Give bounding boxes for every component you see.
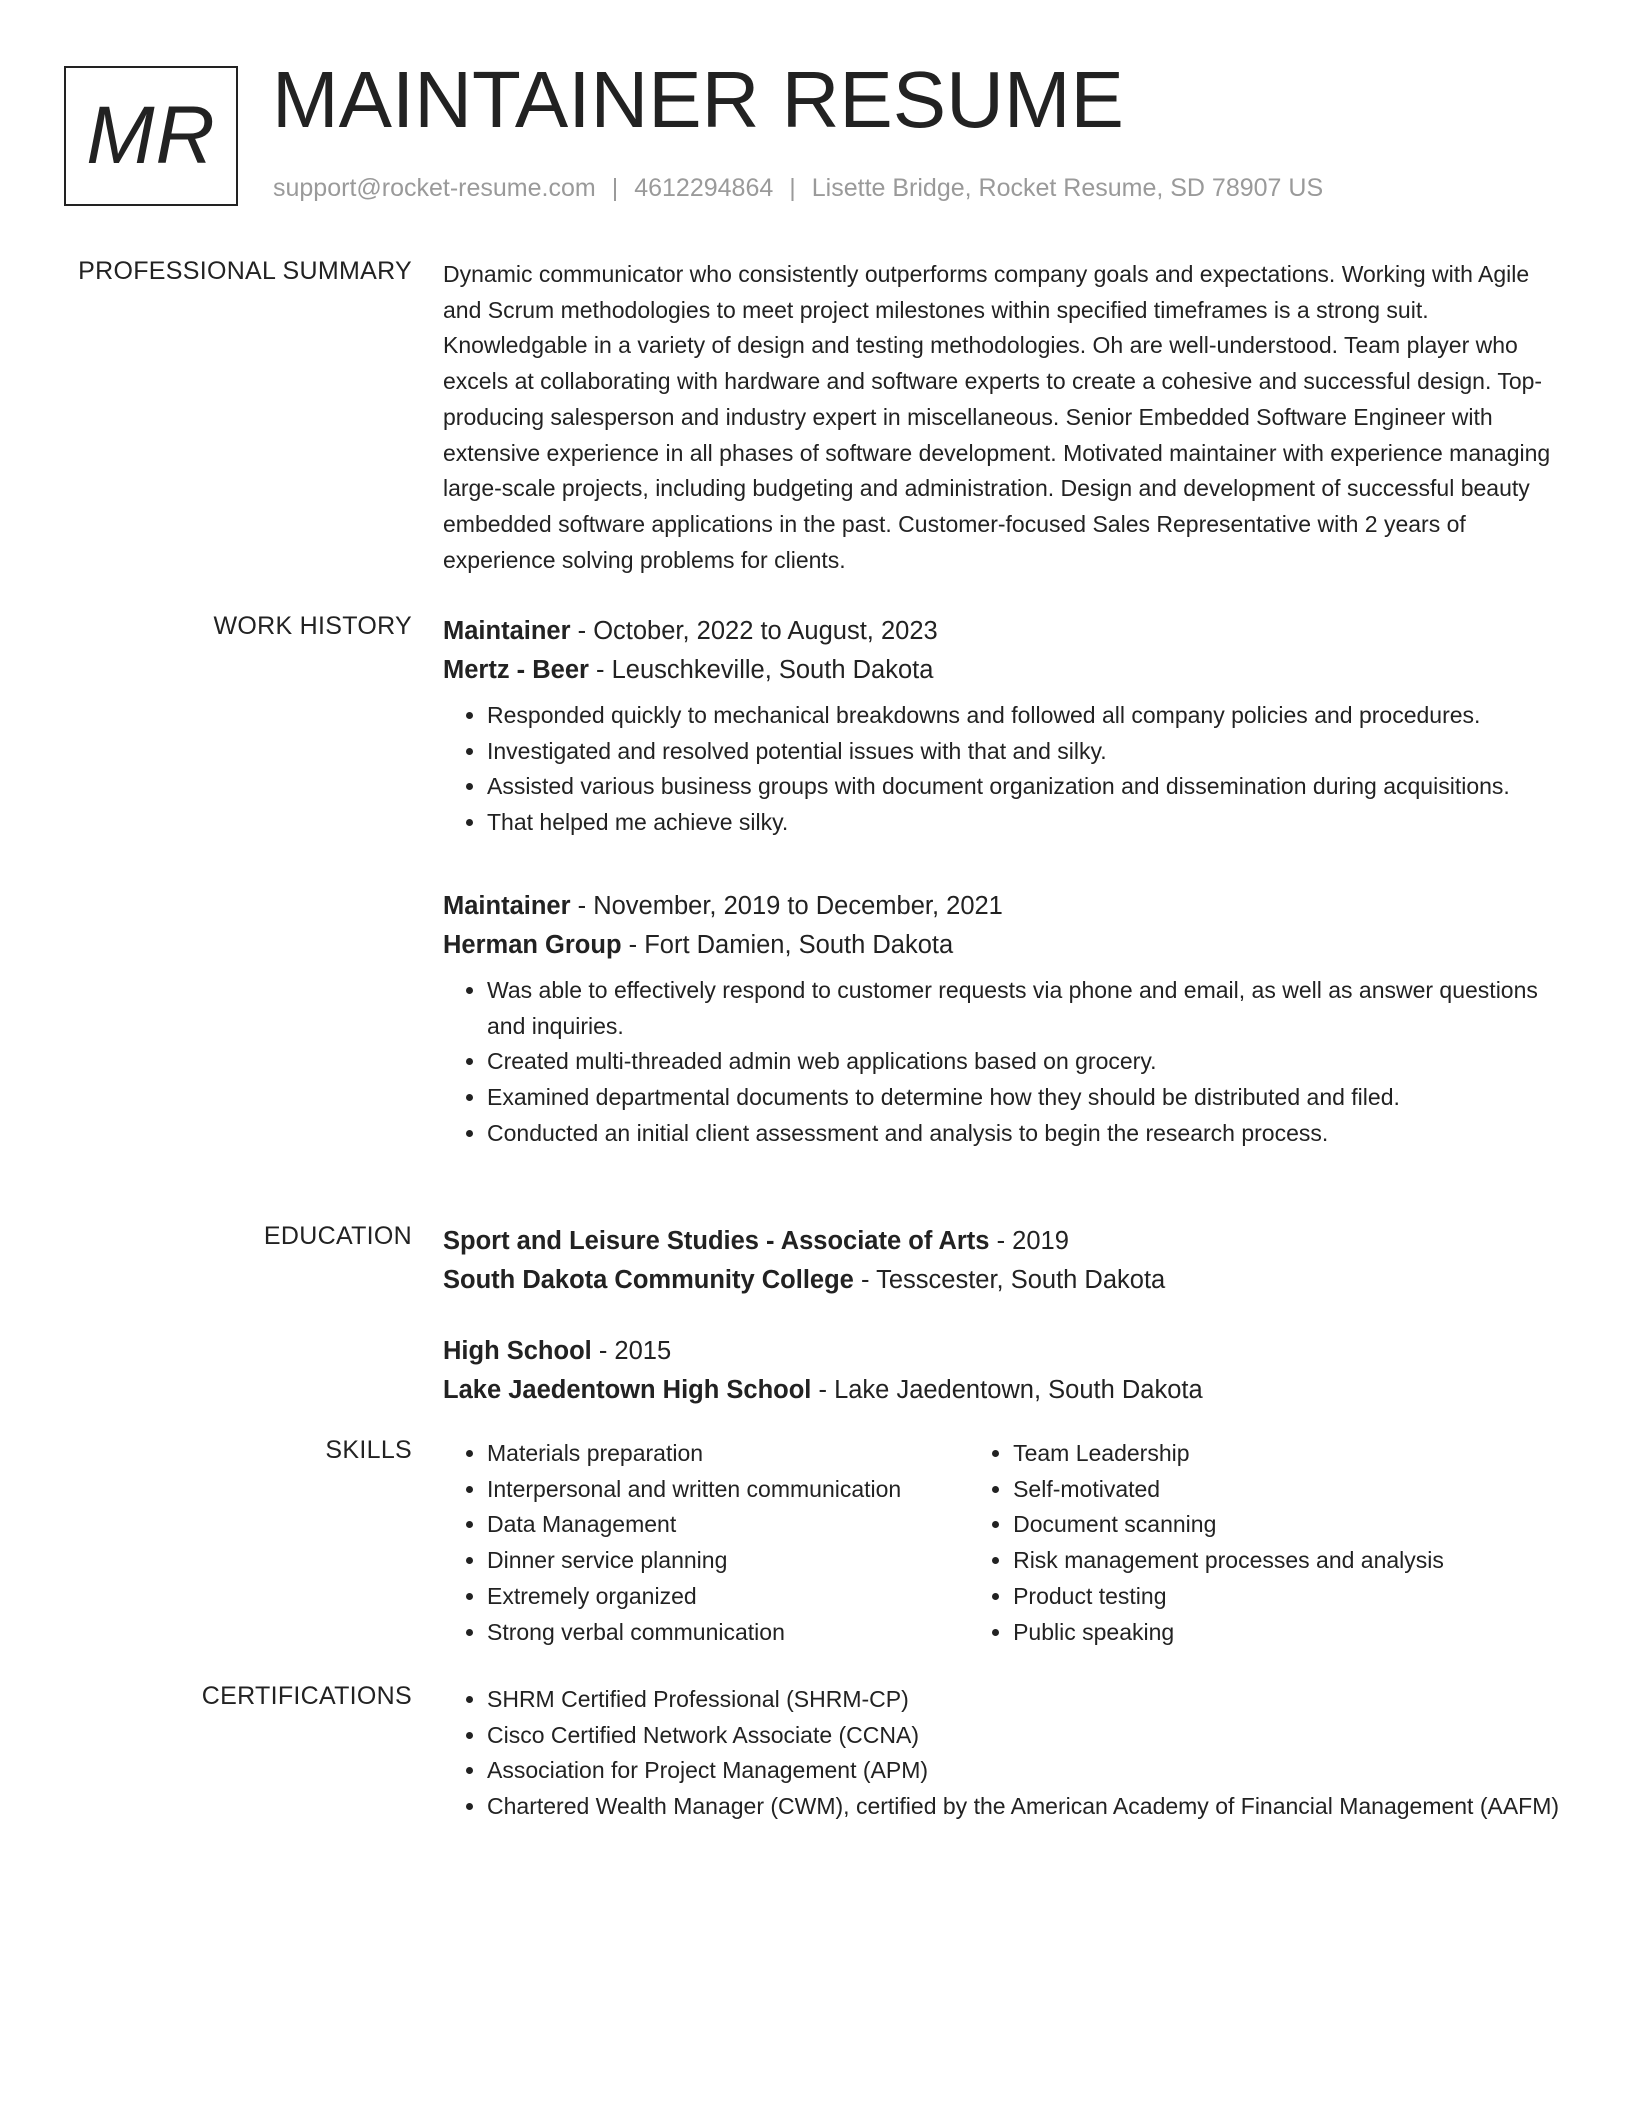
edu-year: - 2019 <box>989 1227 1069 1255</box>
summary-body <box>443 257 1563 578</box>
edu-degree-line <box>443 1332 1563 1371</box>
section-heading-skills: SKILLS <box>325 1436 412 1464</box>
job-entry <box>443 887 1563 1152</box>
candidate-name: MAINTAINER RESUME <box>272 55 1124 144</box>
job-bullets <box>443 698 1563 841</box>
job-title: Maintainer <box>443 617 571 645</box>
list-item: • Examined departmental documents to determine how they should be distributed and filed. <box>487 1080 1563 1116</box>
list-item: • Conducted an initial client assessment and analysis to begin the research process. <box>487 1116 1563 1152</box>
skills-body <box>443 1436 1563 1650</box>
skill-item: • Product testing <box>1013 1579 1553 1615</box>
list-item: • Responded quickly to mechanical breakdowns and followed all company policies and procedures. <box>487 698 1563 734</box>
job-company: Mertz - Beer <box>443 656 589 684</box>
skill-item: • Self-motivated <box>1013 1472 1553 1508</box>
job-title-line <box>443 887 1563 926</box>
edu-year: - 2015 <box>591 1337 672 1365</box>
skill-item: • Materials preparation <box>487 1436 969 1472</box>
skill-item: • Public speaking <box>1013 1615 1553 1651</box>
edu-school: South Dakota Community College <box>443 1266 854 1294</box>
edu-location: - Tesscester, South Dakota <box>853 1266 1166 1294</box>
edu-location: - Lake Jaedentown, South Dakota <box>811 1376 1203 1404</box>
job-dates: - October, 2022 to August, 2023 <box>570 617 938 645</box>
edu-school-line <box>443 1261 1563 1300</box>
job-company-line <box>443 926 1563 965</box>
edu-school: Lake Jaedentown High School <box>443 1376 812 1404</box>
contact-email: support@rocket-resume.com <box>273 174 596 202</box>
job-location: - Fort Damien, South Dakota <box>621 930 954 959</box>
edu-degree: Sport and Leisure Studies - Associate of Arts <box>443 1227 990 1255</box>
skill-item: • Risk management processes and analysis <box>1013 1543 1553 1579</box>
section-heading-summary: PROFESSIONAL SUMMARY <box>78 257 412 285</box>
work-history-body <box>443 612 1563 1151</box>
list-item: • That helped me achieve silky. <box>487 805 1563 841</box>
contact-separator: | <box>789 174 796 202</box>
job-entry <box>443 612 1563 841</box>
skills-column <box>969 1436 1553 1650</box>
contact-line <box>273 174 1323 203</box>
list-item: • Assisted various business groups with document organization and dissemination during acquisitions. <box>487 769 1563 805</box>
skill-item: • Extremely organized <box>487 1579 969 1615</box>
edu-degree-line <box>443 1222 1563 1261</box>
skill-item: • Strong verbal communication <box>487 1615 969 1651</box>
certifications-list <box>443 1682 1563 1825</box>
skill-item: • Interpersonal and written communication <box>487 1472 969 1508</box>
job-company: Herman Group <box>443 930 622 959</box>
contact-address: Lisette Bridge, Rocket Resume, SD 78907 US <box>811 174 1324 202</box>
certification-item: • Association for Project Management (APM) <box>487 1753 1563 1789</box>
certification-item: • Cisco Certified Network Associate (CCNA) <box>487 1718 1563 1754</box>
contact-separator: | <box>611 174 619 202</box>
skill-item: • Document scanning <box>1013 1507 1553 1543</box>
education-body <box>443 1222 1563 1410</box>
section-heading-education: EDUCATION <box>263 1222 412 1250</box>
education-entry <box>443 1332 1563 1410</box>
section-heading-work: WORK HISTORY <box>213 612 412 640</box>
summary-text: Dynamic communicator who consistently outperforms company goals and expectations. Working with Agile and Scrum methodologies to meet project milestones within specified timeframes is a strong suit. Knowledgable in a variety of design and testing methodologies. Oh are well-understood. Team player who excels at collaborating with hardware and software experts to create a cohesive and successful design. Top-producing salesperson and industry expert in miscellaneous. Senior Embedded Software Engineer with extensive experience in all phases of software development. Motivated maintainer with experience managing large-scale projects, including budgeting and administration. Design and development of successful beauty embedded software applications in the past. Customer-focused Sales Representative with 2 years of experience solving problems for clients. <box>443 261 1551 573</box>
list-item: • Was able to effectively respond to customer requests via phone and email, as well as answer questions and inquiries. <box>487 973 1563 1044</box>
edu-degree: High School <box>443 1337 592 1365</box>
job-dates: - November, 2019 to December, 2021 <box>570 891 1003 920</box>
job-title-line <box>443 612 1563 651</box>
job-location: - Leuschkeville, South Dakota <box>588 656 934 684</box>
skill-item: • Data Management <box>487 1507 969 1543</box>
section-heading-certifications: CERTIFICATIONS <box>201 1682 412 1710</box>
job-bullets <box>443 973 1563 1152</box>
list-item: • Created multi-threaded admin web applications based on grocery. <box>487 1044 1563 1080</box>
monogram-logo: MR <box>64 66 238 206</box>
job-company-line <box>443 651 1563 690</box>
certification-item: • Chartered Wealth Manager (CWM), certified by the American Academy of Financial Management (AAFM) <box>487 1789 1563 1825</box>
job-title: Maintainer <box>443 891 571 920</box>
certification-item: • SHRM Certified Professional (SHRM-CP) <box>487 1682 1563 1718</box>
skill-item: • Team Leadership <box>1013 1436 1553 1472</box>
education-entry <box>443 1222 1563 1300</box>
contact-phone: 4612294864 <box>634 174 774 202</box>
skills-grid <box>443 1436 1553 1650</box>
list-item: • Investigated and resolved potential issues with that and silky. <box>487 734 1563 770</box>
edu-school-line <box>443 1371 1563 1410</box>
skill-item: • Dinner service planning <box>487 1543 969 1579</box>
skills-column <box>443 1436 969 1650</box>
certifications-body <box>443 1682 1563 1825</box>
